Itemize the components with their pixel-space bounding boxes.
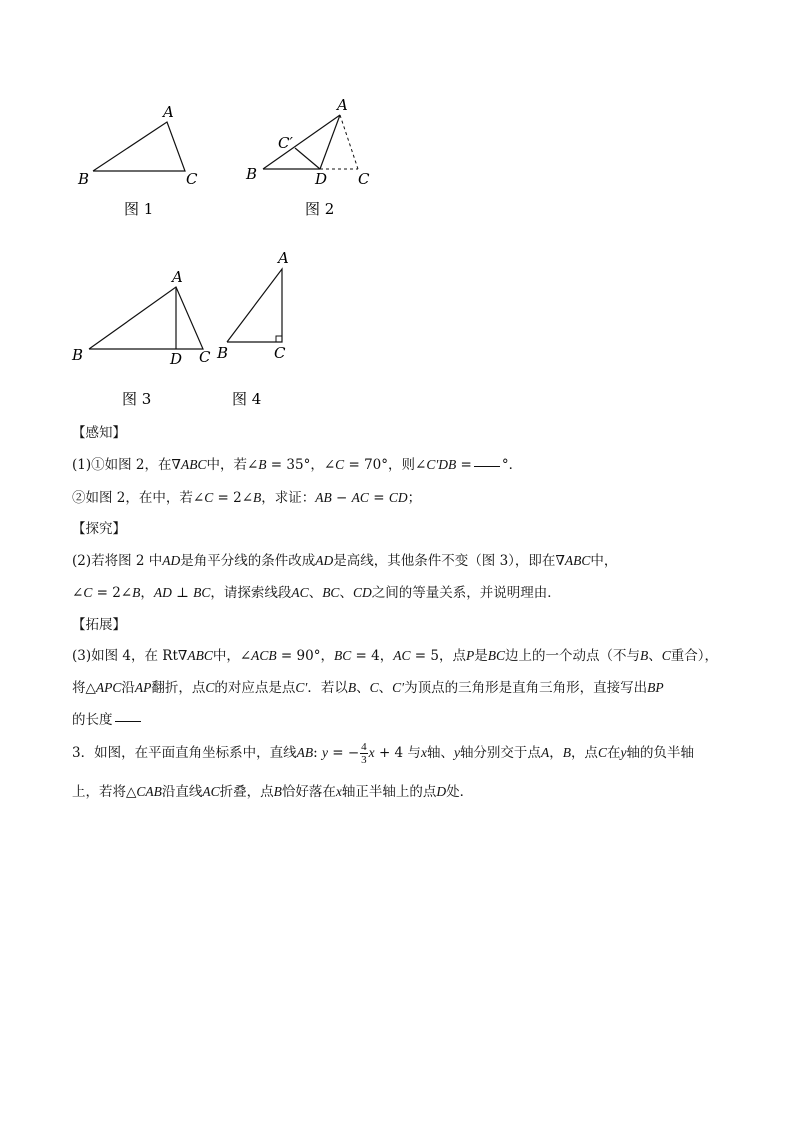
nabla-triangle-symbol: ∇ — [177, 648, 188, 664]
q1b-t1: ②如图 2，在中，若∠ — [72, 490, 205, 506]
question-3-line-2 — [72, 676, 664, 696]
q3b-t3: 沿 — [121, 680, 135, 696]
fig2-caption: 图 2 — [305, 200, 335, 218]
q3b-t15: 为顶点的三角形是直角三角形，直接写出 — [404, 680, 648, 696]
q1-t5: = 35°，∠ — [266, 457, 336, 473]
q1b-t7: − — [331, 490, 352, 506]
q3b-t16: BP — [647, 680, 664, 695]
answer-blank-1 — [474, 465, 500, 467]
q1-t8: C′DB — [426, 457, 457, 472]
question-1-part-2 — [72, 486, 421, 506]
fig3-label-B: B — [72, 346, 84, 364]
q3-t8: AC — [393, 648, 411, 663]
problem-3-line-2 — [72, 780, 473, 800]
p3b-t8: x — [335, 784, 342, 799]
question-2-line-1 — [72, 549, 617, 569]
q3-t4: ACB — [251, 648, 277, 663]
q2b-t7: ⊥ — [171, 585, 194, 601]
q1-t9: = — [456, 457, 472, 473]
answer-blank-2 — [115, 720, 141, 722]
q3b-t7: 的对应点是点 — [214, 680, 296, 696]
q2b-t5: ， — [140, 585, 154, 601]
q3-t7: = 4， — [351, 648, 394, 664]
q1b-t2: C — [204, 490, 214, 505]
fig1-label-B: B — [78, 170, 90, 188]
q2b-t1: ∠ — [72, 585, 84, 601]
q1-t7: = 70°，则∠ — [344, 457, 427, 473]
q3-t3: 中，∠ — [212, 648, 252, 664]
p3b-t6: B — [273, 784, 282, 799]
q3-t16: C — [661, 648, 671, 663]
q3-t9: = 5，点 — [410, 648, 466, 664]
fig3-triangle — [89, 287, 203, 349]
q1b-t4: B — [253, 490, 262, 505]
p3-t4: y — [321, 745, 328, 760]
q1b-t3: = 2∠ — [213, 490, 254, 506]
q3-t11: 是 — [474, 648, 488, 664]
q1b-t9: = — [368, 490, 389, 506]
fraction-four-thirds — [360, 741, 368, 766]
p3-t9: 轴、 — [426, 745, 454, 761]
p3b-t7: 恰好落在 — [281, 784, 336, 800]
fig2-label-B: B — [246, 165, 258, 183]
q1-t10: °． — [501, 457, 523, 473]
p3b-t10: D — [436, 784, 447, 799]
p3-t2: AB — [296, 745, 314, 760]
q2-t2: AD — [162, 553, 181, 568]
fig2-line-CpD — [295, 148, 320, 169]
fig3-caption: 图 3 — [122, 390, 152, 408]
fig4-label-A: A — [278, 249, 289, 267]
q2b-t13: 、 — [339, 585, 353, 601]
p3b-t11: 处． — [446, 784, 474, 800]
q2b-t3: = 2∠ — [92, 585, 133, 601]
q3-t14: B — [639, 648, 649, 663]
p3-t12: A — [540, 745, 550, 760]
q2-t5: 是高线，其他条件不变（图 3），即在 — [333, 553, 556, 569]
figures-canvas — [0, 0, 794, 420]
q3-t10: P — [465, 648, 475, 663]
p3-t17: 在 — [606, 745, 621, 761]
question-1-part-1 — [72, 453, 522, 473]
p3-t7: + 4 与 — [374, 745, 421, 761]
q1b-t11: ； — [407, 490, 422, 506]
q3-t15: 、 — [648, 648, 662, 664]
q2-t6: ABC — [564, 553, 591, 568]
nabla-triangle-symbol: ∇ — [171, 457, 181, 473]
fraction-numerator: 4 — [361, 741, 367, 753]
fig4-label-B: B — [217, 344, 229, 362]
p3-t1: 3．如图，在平面直角坐标系中，直线 — [72, 745, 297, 761]
p3-t18: y — [620, 745, 627, 760]
fig2-label-A: A — [337, 96, 348, 114]
p3-t3: : — [313, 745, 322, 761]
fig4-right-angle-mark — [276, 336, 282, 342]
q3b-t2: APC — [95, 680, 122, 695]
p3-t13: ， — [549, 745, 563, 761]
fig1-label-A: A — [163, 103, 174, 121]
fig4-triangle — [227, 269, 282, 342]
q3-t2: ABC — [187, 648, 213, 663]
nabla-triangle-symbol: ∇ — [555, 553, 565, 569]
p3-t11: 轴分别交于点 — [459, 745, 541, 761]
q2-t1: (2)若将图 2 中 — [72, 553, 163, 569]
figure-3 — [71, 268, 211, 408]
q1-t1: (1)①如图 2，在 — [72, 457, 172, 473]
fig3-label-C: C — [199, 348, 211, 366]
fig2-line-AD — [320, 115, 340, 169]
fig4-label-C: C — [274, 344, 286, 362]
q3-t1: (3)如图 4，在 Rt — [72, 648, 178, 664]
p3b-t2: CAB — [136, 784, 162, 799]
p3b-t3: 沿直线 — [161, 784, 203, 800]
question-3-line-3 — [72, 708, 143, 728]
q2b-t15: 之间的等量关系，并说明理由． — [371, 585, 561, 601]
q3b-t13: 、 — [378, 680, 393, 696]
heading-tanjiu: 【探究】 — [72, 521, 126, 537]
q2-t4: AD — [315, 553, 334, 568]
p3b-t5: 折叠，点 — [219, 784, 274, 800]
p3b-t1: 上，若将△ — [72, 784, 137, 800]
q3b-t11: 、 — [356, 680, 370, 696]
q1b-t8: AC — [351, 490, 369, 505]
q2b-t11: 、 — [308, 585, 323, 601]
p3-t14: B — [562, 745, 571, 760]
q3-t12: BC — [487, 648, 505, 663]
p3-t15: ，点 — [570, 745, 598, 761]
q3b-t8: C′ — [295, 680, 308, 695]
q2-t7: 中， — [590, 553, 618, 569]
question-3-line-1 — [72, 644, 718, 664]
q3b-t5: 翻折，点 — [151, 680, 206, 696]
p3b-t9: 轴正半轴上的点 — [341, 784, 437, 800]
q2b-t8: BC — [193, 585, 211, 600]
q3-t17: 重合）， — [670, 648, 718, 664]
heading-tuozhan: 【拓展】 — [72, 617, 126, 633]
p3-t6: x — [368, 745, 375, 760]
fig1-caption: 图 1 — [124, 200, 154, 218]
q3c-t1: 的长度 — [72, 712, 113, 728]
q2b-t9: ，请探索线段 — [210, 585, 292, 601]
p3b-t4: AC — [202, 784, 220, 799]
q3-t5: = 90°， — [276, 648, 334, 664]
q3b-t4: AP — [134, 680, 152, 695]
p3-t10: y — [453, 745, 460, 760]
fig2-label-C: C — [358, 170, 370, 188]
q3b-t9: ．若以 — [307, 680, 348, 696]
p3-t8: x — [420, 745, 427, 760]
q1-t6: C — [335, 457, 345, 472]
question-2-line-2 — [72, 581, 561, 601]
fraction-denominator: 3 — [361, 754, 367, 766]
fig3-label-A: A — [172, 268, 183, 286]
q2b-t12: BC — [322, 585, 340, 600]
fig2-label-D: D — [315, 170, 328, 188]
fig1-triangle — [93, 122, 185, 171]
q3b-t14: C′ — [392, 680, 405, 695]
fig2-dashed-AC — [340, 115, 358, 169]
q3-t13: 边上的一个动点（不与 — [504, 648, 640, 664]
figure-2 — [245, 96, 370, 218]
fig2-label-Cprime: C′ — [278, 134, 293, 152]
q3b-t6: C — [205, 680, 215, 695]
q2b-t6: AD — [153, 585, 172, 600]
q1b-t5: ，求证： — [261, 490, 316, 506]
q2b-t10: AC — [291, 585, 309, 600]
q3b-t12: C — [369, 680, 379, 695]
figure-1 — [77, 103, 198, 218]
q1-t2: ABC — [180, 457, 207, 472]
p3-t19: 轴的负半轴 — [626, 745, 694, 761]
q3b-t10: B — [347, 680, 357, 695]
q3b-t1: 将△ — [72, 680, 96, 696]
q2b-t2: C — [83, 585, 93, 600]
heading-ganzhi: 【感知】 — [72, 425, 126, 441]
q3-t6: BC — [333, 648, 352, 663]
q1b-t10: CD — [388, 490, 408, 505]
fig4-caption: 图 4 — [232, 390, 262, 408]
q1-t4: B — [258, 457, 267, 472]
q2-t3: 是角平分线的条件改成 — [180, 553, 316, 569]
q1b-t6: AB — [315, 490, 332, 505]
fig1-label-C: C — [186, 170, 198, 188]
fig3-label-D: D — [170, 350, 183, 368]
q2b-t4: B — [132, 585, 141, 600]
p3-t5: = − — [327, 745, 360, 761]
problem-3-line-1 — [72, 741, 694, 766]
q2b-t14: CD — [352, 585, 372, 600]
q1-t3: 中，若∠ — [206, 457, 259, 473]
figure-4 — [216, 249, 289, 408]
fig2-side-BA — [263, 115, 340, 169]
p3-t16: C — [597, 745, 607, 760]
